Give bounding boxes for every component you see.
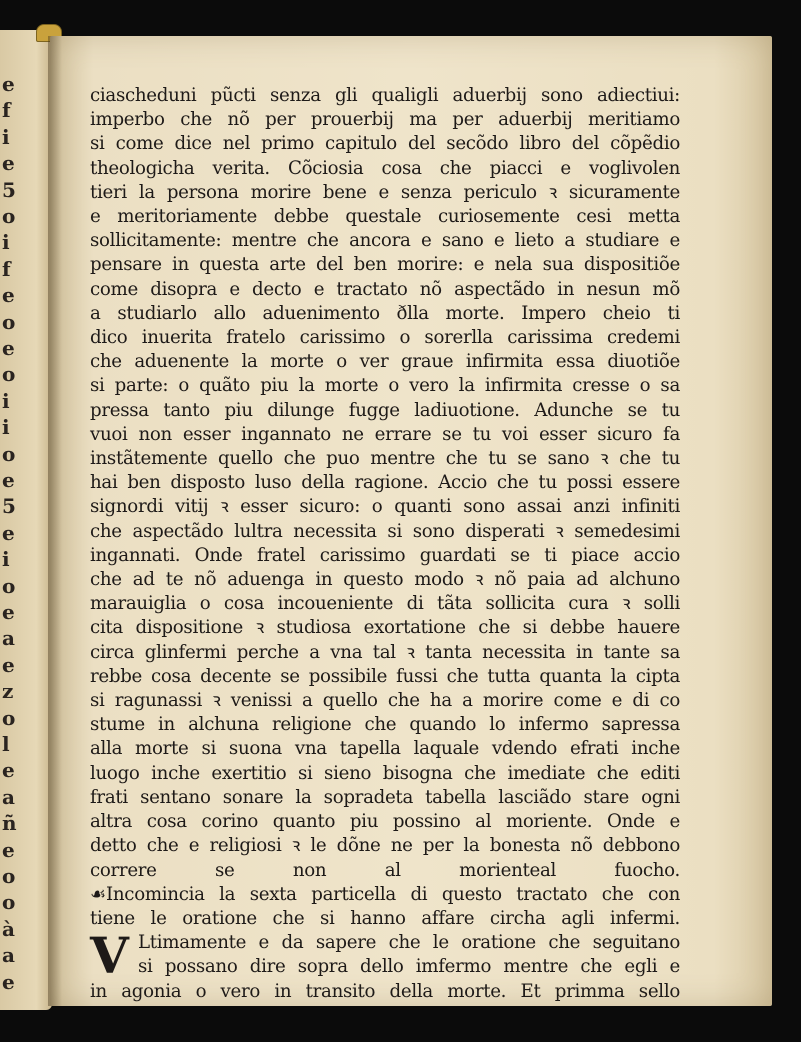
- left-page-glyph: o: [2, 890, 16, 915]
- left-page-glyph: z: [2, 679, 14, 704]
- text-line: che aspectãdo lultra necessita si sono disperati ꝛ semedesimi: [90, 520, 680, 542]
- left-page-glyph: i: [2, 415, 10, 440]
- text-line: come disopra e decto e tractato nõ aspectãdo in nesun mõ: [90, 278, 680, 300]
- text-line: si come dice nel primo capitulo del secõdo libro del cõpẽdio: [90, 133, 680, 155]
- left-page-glyph: e: [2, 600, 15, 624]
- left-page-glyph: e: [2, 969, 15, 994]
- left-page-glyph: 5: [2, 177, 16, 202]
- text-line: luogo inche exertitio si sieno bisogna che imediate che editi: [90, 762, 680, 784]
- text-line: in agonia o vero in transito della morte. Et primma sello: [90, 980, 680, 1002]
- text-line: che ad te nõ aduenga in questo modo ꝛ nõ paia ad alchuno: [90, 569, 680, 591]
- text-line: rebbe cosa decente se possibile fussi che tutta quanta la cipta: [90, 665, 680, 687]
- text-line: dico inuerita fratelo carissimo o sorerlla carissima credemi: [90, 327, 680, 349]
- left-page-glyph: e: [2, 336, 15, 360]
- text-line: tieri la persona morire bene e senza periculo ꝛ sicuramente: [90, 181, 680, 203]
- text-line: e meritoriamente debbe questale curiosemente cesi metta: [90, 206, 680, 228]
- left-page-glyph: l: [2, 732, 10, 756]
- left-page-glyph: f: [2, 256, 11, 281]
- left-page-glyph: à: [2, 916, 15, 941]
- text-line: pressa tanto piu dilunge fugge ladiuotione. Adunche se tu: [90, 399, 680, 421]
- text-line: circa glinfermi perche a vna tal ꝛ tanta necessita in tante sa: [90, 641, 680, 663]
- body-paragraph: [90, 84, 680, 883]
- left-page-glyph: a: [2, 784, 15, 809]
- text-line: theologicha verita. Cõciosia cosa che piacci e voglivolen: [90, 157, 680, 179]
- text-line: si ragunassi ꝛ venissi a quello che ha a morire come e di co: [90, 690, 680, 712]
- text-line: ciascheduni pũcti senza gli qualigli aduerbij sono adiectiui:: [90, 85, 680, 106]
- text-line: alla morte si suona vna tapella laquale vdendo efrati inche: [90, 738, 680, 760]
- text-line: hai ben disposto luso della ragione. Accio che tu possi essere: [90, 472, 680, 494]
- left-page-glyph: e: [2, 837, 15, 862]
- left-page-glyph: o: [2, 573, 16, 598]
- left-page-glyph: i: [2, 230, 10, 255]
- left-page-glyph: i: [2, 124, 10, 149]
- text-line: ☙Incomincia la sexta particella di questo tractato che con: [90, 883, 680, 905]
- text-line: altra cosa corino quanto piu possino al moriente. Onde e: [90, 811, 680, 833]
- spine-shadow: [48, 36, 62, 1006]
- text-line: si parte: o quãto piu la morte o vero la infirmita cresse o sa: [90, 375, 680, 397]
- final-paragraph: [90, 926, 680, 1004]
- page-text: [90, 84, 680, 1004]
- left-page-glyph: o: [2, 864, 16, 888]
- left-page-glyph: e: [2, 151, 15, 176]
- left-page-glyph: f: [2, 98, 11, 123]
- text-line: detto che e religiosi ꝛ le dõne ne per la bonesta nõ debbono: [90, 835, 680, 857]
- text-line: cita dispositione ꝛ studiosa exortatione che si debbe hauere: [90, 617, 680, 639]
- left-page-glyph: e: [2, 72, 15, 96]
- text-line: si possano dire sopra dello imfermo mentre che egli e: [138, 956, 680, 978]
- text-line: frati sentano sonare la sopradeta tabella lasciãdo stare ogni: [90, 786, 680, 808]
- left-page-glyph: ñ: [2, 811, 17, 836]
- left-page-glyph: o: [2, 705, 16, 730]
- left-page-glyph: e: [2, 520, 15, 545]
- text-line: signordi vitij ꝛ esser sicuro: o quanti sono assai anzi infiniti: [90, 496, 680, 518]
- left-page-glyph: i: [2, 388, 10, 413]
- left-page-edge: [0, 30, 52, 1010]
- left-page-glyph: o: [2, 441, 16, 466]
- left-page-glyph: o: [2, 362, 16, 387]
- left-page-glyph: o: [2, 204, 16, 228]
- text-line: a studiarlo allo aduenimento ðlla morte. Impero cheio ti: [90, 302, 680, 324]
- text-line: tiene le oratione che si hanno affare circha agli infermi.: [90, 907, 680, 929]
- text-line: instãtemente quello che puo mentre che tu se sano ꝛ che tu: [90, 448, 680, 470]
- text-line: pensare in questa arte del ben morire: e nela sua dispositiõe: [90, 254, 680, 276]
- text-line: sollicitamente: mentre che ancora e sano e lieto a studiare e: [90, 230, 680, 252]
- text-line: Ltimamente e da sapere che le oratione che seguitano: [138, 932, 680, 954]
- text-line: imperbo che nõ per prouerbij ma per aduerbij meritiamo: [90, 109, 680, 131]
- left-page-glyph: e: [2, 758, 15, 783]
- left-page-glyph: o: [2, 309, 16, 334]
- left-page-glyph: 5: [2, 494, 16, 519]
- left-page-glyph: i: [2, 547, 10, 572]
- text-line: ingannati. Onde fratel carissimo guardati se ti piace accio: [90, 544, 680, 566]
- text-line: stume in alchuna religione che quando lo infermo sapressa: [90, 714, 680, 736]
- left-page-glyph: e: [2, 652, 15, 677]
- left-page-glyph: e: [2, 468, 15, 492]
- text-line: vuoi non esser ingannato ne errare se tu voi esser sicuro fa: [90, 423, 680, 445]
- text-line: correre se non al morienteal fuocho.: [90, 859, 680, 881]
- drop-cap-initial: V: [90, 926, 129, 986]
- section-heading: [90, 883, 680, 931]
- left-page-glyph: e: [2, 283, 15, 308]
- left-page-glyph: a: [2, 626, 15, 651]
- text-line: marauiglia o cosa incoueniente di tãta sollicita cura ꝛ solli: [90, 593, 680, 615]
- left-page-glyph: a: [2, 943, 15, 968]
- text-line: che aduenente la morte o ver graue infirmita essa diuotiõe: [90, 351, 680, 373]
